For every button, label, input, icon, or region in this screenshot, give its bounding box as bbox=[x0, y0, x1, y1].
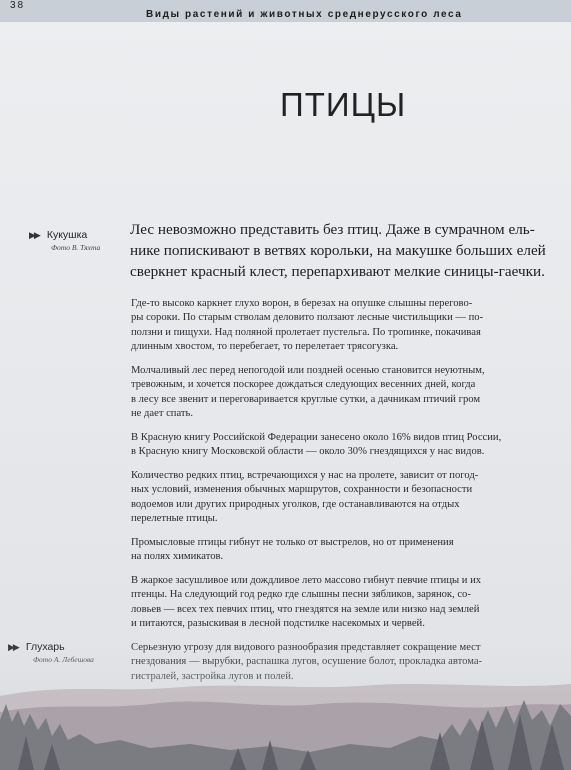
paragraph bbox=[131, 574, 541, 632]
text-line: В жаркое засушливое или дождливое лето массово гибнут певчие птицы и их bbox=[131, 574, 482, 586]
lead-line: сверкнет красный клест, перепархивают мелкие синицы-гаечки. bbox=[130, 263, 545, 280]
text-line: В Красную книгу Российской Федерации занесено около 16% видов птиц России, bbox=[131, 431, 502, 443]
caption-cuckoo bbox=[29, 229, 100, 252]
text-line: длинным хвостом, то перебегает, то перелетает трясогузка. bbox=[131, 341, 399, 353]
text-line: ных условий, изменения обычных маршрутов, сохранности и безопасности bbox=[131, 484, 473, 496]
lead-line: Лес невозможно представить без птиц. Даже в сумрачном ель- bbox=[130, 221, 535, 238]
text-line: перелетные птицы. bbox=[131, 513, 218, 525]
paragraph bbox=[131, 431, 541, 460]
text-line: птенцы. На следующий год редко где слышны песни зябликов, зарянок, со- bbox=[131, 589, 471, 601]
double-arrow-icon: ▶▶ bbox=[29, 229, 39, 240]
text-line: Молчаливый лес перед непогодой или поздней осенью становится неуютным, bbox=[131, 364, 485, 376]
forest-landscape-illustration bbox=[0, 640, 571, 770]
lead-paragraph bbox=[130, 219, 550, 282]
paragraph bbox=[131, 297, 541, 355]
chapter-title: ПТИЦЫ bbox=[280, 86, 407, 123]
text-line: и питаются, разыскивая в лесной подстилке насекомых и червей. bbox=[131, 618, 425, 630]
paragraph bbox=[131, 536, 541, 565]
text-line: Где-то высоко каркнет глухо ворон, в березах на опушке слышны перегово- bbox=[131, 298, 473, 309]
text-line: на полях химикатов. bbox=[131, 551, 224, 563]
running-head: Виды растений и животных среднерусского леса bbox=[146, 9, 463, 20]
text-line: Количество редких птиц, встречающихся у нас на пролете, зависит от погод- bbox=[131, 469, 479, 481]
page-number: 38 bbox=[10, 0, 26, 11]
text-line: в лесу все звенит и переговаривается круглые сутки, а дачникам птичий гром bbox=[131, 393, 481, 405]
text-line: ползни и пищухи. Над поляной пролетает пустельга. По тропинке, покачивая bbox=[131, 326, 481, 338]
paragraph bbox=[131, 469, 541, 527]
body-text bbox=[131, 297, 541, 693]
text-line: в Красную книгу Московской области — около 30% гнездящихся у нас видов. bbox=[131, 446, 485, 458]
text-line: водоемов или других природных уголков, где останавливаются на отдых bbox=[131, 498, 460, 510]
caption-name: Кукушка bbox=[46, 229, 88, 241]
text-line: ловьев — всех тех певчих птиц, что гнездятся на земле или низко над землей bbox=[131, 603, 480, 615]
text-line: тревожным, и хочется поскорее дождаться следующих весенних дней, когда bbox=[131, 379, 476, 391]
text-line: ры сороки. По старым стволам деловито ползают лесные чистильщики — по- bbox=[131, 312, 484, 324]
text-line: не дает спать. bbox=[131, 408, 194, 420]
text-line: Промысловые птицы гибнут не только от выстрелов, но от применения bbox=[131, 536, 454, 548]
lead-line: нике попискивают в ветвях корольки, на макушке больших елей bbox=[130, 242, 546, 259]
photo-credit: Фото В. Тяхта bbox=[51, 243, 101, 252]
paragraph bbox=[131, 364, 541, 422]
